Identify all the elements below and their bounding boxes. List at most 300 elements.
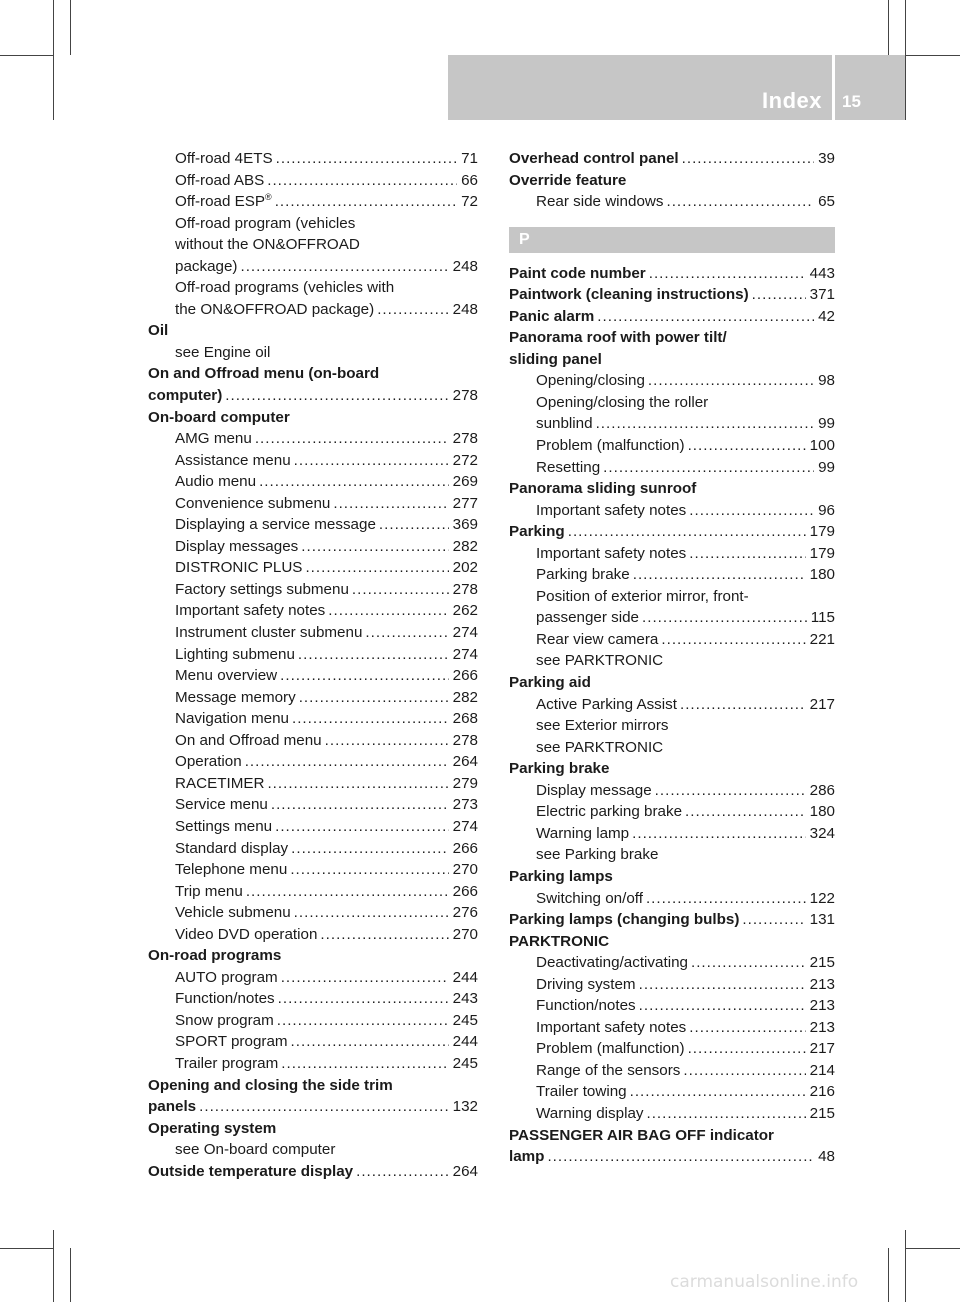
entry-text: Message memory — [175, 688, 296, 706]
index-subentry — [509, 500, 835, 522]
entry-text: the ON&OFFROAD package) — [175, 300, 375, 318]
crop-mark — [905, 55, 960, 56]
index-entry — [509, 148, 835, 170]
page-title: Index — [762, 88, 822, 113]
index-subentry — [509, 694, 835, 716]
dot-leader — [246, 881, 449, 903]
entry-text: Important safety notes — [536, 544, 687, 562]
page-ref: 179 — [809, 523, 835, 541]
index-entry — [509, 327, 835, 349]
entry-text: Trailer towing — [536, 1083, 627, 1101]
entry-text: On and Offroad menu — [175, 731, 322, 749]
index-subentry — [509, 1103, 835, 1125]
dot-leader — [742, 909, 805, 931]
index-entry — [509, 284, 835, 306]
index-subentry — [148, 687, 478, 709]
entry-text: PARKTRONIC — [509, 932, 610, 950]
page-ref: 213 — [809, 997, 835, 1015]
header-separator — [832, 55, 835, 120]
entry-text: Standard display — [175, 839, 289, 857]
dot-leader — [305, 557, 448, 579]
dot-leader — [596, 413, 815, 435]
entry-text: Position of exterior mirror, front- — [536, 587, 749, 605]
index-subentry — [148, 514, 478, 536]
crop-mark — [53, 1230, 54, 1302]
index-subentry — [148, 902, 478, 924]
index-subentry — [148, 148, 478, 170]
entry-text: Vehicle submenu — [175, 904, 291, 922]
page-ref: 443 — [809, 264, 835, 282]
dot-leader — [356, 1161, 449, 1183]
page-ref: 278 — [452, 387, 478, 405]
entry-text: Lighting submenu — [175, 645, 295, 663]
entry-text: see PARKTRONIC — [536, 652, 664, 670]
entry-text: Rear view camera — [536, 630, 659, 648]
entry-text: Trailer program — [175, 1054, 279, 1072]
entry-text: Factory settings submenu — [175, 580, 349, 598]
page-ref: 215 — [809, 1104, 835, 1122]
dot-leader — [333, 493, 448, 515]
dot-leader — [301, 536, 448, 558]
index-subentry — [148, 493, 478, 515]
index-entry — [148, 1075, 478, 1097]
entry-text: Assistance menu — [175, 451, 291, 469]
dot-leader — [291, 1031, 449, 1053]
page-ref: 217 — [809, 695, 835, 713]
index-entry — [509, 1125, 835, 1147]
entry-text: without the ON&OFFROAD — [175, 236, 360, 254]
page-ref: 286 — [809, 781, 835, 799]
entry-text: Displaying a service message — [175, 516, 376, 534]
entry-text: Paintwork (cleaning instructions) — [509, 286, 749, 304]
dot-leader — [689, 500, 814, 522]
entry-text: Operation — [175, 753, 242, 771]
index-subentry — [509, 435, 835, 457]
page-ref: 217 — [809, 1040, 835, 1058]
entry-text: Opening/closing the roller — [536, 393, 709, 411]
dot-leader — [682, 148, 814, 170]
watermark: carmanualsonline.info — [670, 1272, 859, 1292]
page-ref: 221 — [809, 630, 835, 648]
page-ref: 279 — [452, 774, 478, 792]
index-subentry — [148, 644, 478, 666]
entry-text: AUTO program — [175, 968, 278, 986]
dot-leader — [255, 428, 449, 450]
page-ref: 215 — [809, 954, 835, 972]
index-subentry — [509, 801, 835, 823]
dot-leader — [630, 1081, 806, 1103]
entry-text: Display messages — [175, 537, 299, 555]
page-ref: 179 — [809, 544, 835, 562]
page-ref: 100 — [809, 437, 835, 455]
page-number: 15 — [842, 92, 861, 111]
dot-leader — [685, 801, 806, 823]
index-subentry — [148, 1053, 478, 1075]
entry-text: Problem (malfunction) — [536, 1040, 685, 1058]
dot-leader — [689, 543, 805, 565]
index-subentry — [509, 586, 835, 608]
entry-text: sunblind — [536, 415, 593, 433]
page-ref: 202 — [452, 559, 478, 577]
page-ref: 213 — [809, 1018, 835, 1036]
dot-leader — [689, 1017, 805, 1039]
entry-text: Snow program — [175, 1011, 274, 1029]
entry-text: Operating system — [148, 1119, 277, 1137]
dot-leader — [298, 644, 449, 666]
dot-leader — [294, 450, 449, 472]
page-ref: 65 — [818, 193, 835, 211]
dot-leader — [245, 751, 449, 773]
page-ref: 71 — [461, 150, 478, 167]
dot-leader — [292, 708, 449, 730]
page-ref: 248 — [452, 257, 478, 275]
index-subentry — [148, 838, 478, 860]
dot-leader — [642, 607, 807, 629]
index-subentry — [509, 995, 835, 1017]
entry-text: Electric parking brake — [536, 803, 683, 821]
dot-leader — [655, 780, 806, 802]
index-subentry — [509, 191, 835, 213]
page-ref: 266 — [452, 882, 478, 900]
entry-text: Important safety notes — [536, 501, 687, 519]
dot-leader — [603, 457, 814, 479]
entry-text: AMG menu — [175, 430, 252, 448]
index-subentry — [148, 708, 478, 730]
page-ref: 115 — [810, 609, 835, 627]
page-ref: 270 — [452, 925, 478, 943]
entry-text: PASSENGER AIR BAG OFF indicator — [509, 1126, 774, 1144]
index-subentry — [509, 1017, 835, 1039]
index-subentry — [509, 1060, 835, 1082]
entry-text: Problem (malfunction) — [536, 437, 685, 455]
dot-leader — [275, 191, 457, 213]
index-subentry — [509, 823, 835, 845]
dot-leader — [646, 888, 806, 910]
index-entry — [509, 521, 835, 543]
entry-text: Parking lamps (changing bulbs) — [509, 911, 740, 929]
entry-text: Paint code number — [509, 264, 646, 282]
dot-leader — [666, 191, 814, 213]
entry-text: see Parking brake — [536, 846, 659, 864]
index-entry — [509, 306, 835, 328]
index-subentry — [509, 370, 835, 392]
header-bar — [448, 55, 905, 120]
dot-leader — [278, 988, 449, 1010]
page-ref: 276 — [452, 904, 478, 922]
entry-text: Range of the sensors — [536, 1061, 681, 1079]
page-ref: 96 — [818, 501, 835, 519]
index-subentry — [509, 888, 835, 910]
dot-leader — [365, 622, 448, 644]
entry-text: Active Parking Assist — [536, 695, 677, 713]
dot-leader — [277, 1010, 449, 1032]
entry-text: Function/notes — [536, 997, 636, 1015]
dot-leader — [352, 579, 449, 601]
entry-text: sliding panel — [509, 350, 602, 368]
entry-text: Off-road ABS — [175, 171, 265, 189]
entry-text: see Exterior mirrors — [536, 717, 669, 735]
index-subentry — [509, 1081, 835, 1103]
index-subentry — [148, 557, 478, 579]
entry-text: Display message — [536, 781, 652, 799]
entry-text: Override feature — [509, 171, 627, 189]
crop-mark — [53, 0, 54, 120]
index-subentry — [509, 564, 835, 586]
entry-text: DISTRONIC PLUS — [175, 559, 303, 577]
index-subentry — [509, 737, 835, 759]
index-subentry — [148, 450, 478, 472]
index-column-right — [509, 148, 835, 1168]
page-ref: 278 — [452, 430, 478, 448]
index-subentry — [148, 924, 478, 946]
page-ref: 264 — [452, 753, 478, 771]
index-entry — [509, 1146, 835, 1168]
crop-mark — [905, 1230, 906, 1302]
page-ref: 274 — [452, 624, 478, 642]
entry-text: Panic alarm — [509, 307, 595, 325]
entry-text: Telephone menu — [175, 861, 288, 879]
index-subentry — [148, 428, 478, 450]
page-ref: 282 — [452, 537, 478, 555]
index-entry — [148, 1161, 478, 1183]
dot-leader — [291, 838, 449, 860]
index-entry — [509, 866, 835, 888]
index-subentry — [148, 170, 478, 192]
dot-leader — [661, 629, 805, 651]
index-entry — [509, 931, 835, 953]
page-ref: 266 — [452, 667, 478, 685]
index-entry — [148, 1118, 478, 1140]
dot-leader — [240, 256, 448, 278]
dot-leader — [648, 370, 814, 392]
page-ref: 132 — [452, 1098, 478, 1116]
crop-mark — [0, 55, 54, 56]
index-subentry — [148, 256, 478, 278]
dot-leader — [547, 1146, 814, 1168]
entry-text: package) — [175, 257, 238, 275]
entry-text: Switching on/off — [536, 889, 643, 907]
page-ref: 216 — [809, 1083, 835, 1101]
index-subentry — [148, 730, 478, 752]
index-subentry — [148, 277, 478, 299]
page-ref: 244 — [452, 968, 478, 986]
dot-leader — [299, 687, 449, 709]
index-subentry — [148, 1139, 478, 1161]
index-entry — [148, 945, 478, 967]
entry-text: Panorama sliding sunroof — [509, 480, 697, 498]
entry-text: Off-road program (vehicles — [175, 214, 356, 232]
dot-leader — [688, 1038, 806, 1060]
crop-mark — [888, 0, 889, 55]
page-ref: 245 — [452, 1054, 478, 1072]
entry-text: Video DVD operation — [175, 925, 318, 943]
page-ref: 274 — [452, 817, 478, 835]
entry-text: Function/notes — [175, 990, 275, 1008]
dot-leader — [688, 435, 806, 457]
index-subentry — [509, 629, 835, 651]
index-subentry — [148, 213, 478, 235]
section-letter-band: P — [509, 227, 835, 253]
dot-leader — [267, 773, 448, 795]
page-ref: 248 — [452, 300, 478, 318]
page-ref: 99 — [818, 415, 835, 433]
page-ref: 99 — [818, 458, 835, 476]
dot-leader — [281, 967, 449, 989]
page-ref: 369 — [452, 516, 478, 534]
entry-text: Important safety notes — [536, 1018, 687, 1036]
entry-text: Opening/closing — [536, 372, 645, 390]
page-ref: 98 — [818, 372, 835, 390]
entry-text: passenger side — [536, 609, 640, 627]
entry-text: Parking — [509, 523, 565, 541]
entry-text: Parking aid — [509, 674, 591, 692]
entry-text: Deactivating/activating — [536, 954, 688, 972]
page-ref: 180 — [809, 803, 835, 821]
index-subentry — [509, 952, 835, 974]
entry-text: Panorama roof with power tilt/ — [509, 329, 727, 347]
crop-mark — [888, 1248, 889, 1302]
page-ref: 48 — [818, 1148, 835, 1166]
index-subentry — [148, 579, 478, 601]
page-ref: 278 — [452, 731, 478, 749]
dot-leader — [752, 284, 806, 306]
page-ref: 269 — [452, 473, 478, 491]
page-ref: 371 — [809, 286, 835, 304]
entry-text: Resetting — [536, 458, 601, 476]
index-subentry — [148, 536, 478, 558]
entry-text: Important safety notes — [175, 602, 326, 620]
dot-leader — [199, 1096, 449, 1118]
page-ref: 272 — [452, 451, 478, 469]
entry-text: Outside temperature display — [148, 1162, 354, 1180]
index-entry — [509, 672, 835, 694]
entry-text: Instrument cluster submenu — [175, 624, 363, 642]
entry-text: Overhead control panel — [509, 150, 679, 167]
index-subentry — [509, 607, 835, 629]
dot-leader — [639, 974, 806, 996]
index-subentry — [509, 543, 835, 565]
entry-text: Settings menu — [175, 817, 273, 835]
dot-leader — [639, 995, 806, 1017]
page-ref: 66 — [461, 171, 478, 189]
index-subentry — [148, 299, 478, 321]
index-entry — [148, 1096, 478, 1118]
dot-leader — [267, 170, 457, 192]
dot-leader — [325, 730, 449, 752]
dot-leader — [683, 1060, 805, 1082]
entry-text: Oil — [148, 322, 169, 340]
entry-text: Off-road ESP® — [175, 192, 272, 211]
page-ref: 214 — [809, 1061, 835, 1079]
index-subentry — [148, 600, 478, 622]
entry-text: On-board computer — [148, 408, 290, 426]
index-subentry — [509, 650, 835, 672]
entry-text: Navigation menu — [175, 710, 289, 728]
page-ref: 278 — [452, 580, 478, 598]
dot-leader — [259, 471, 449, 493]
page-ref: 213 — [809, 975, 835, 993]
dot-leader — [225, 385, 448, 407]
page-ref: 72 — [461, 193, 478, 211]
index-subentry — [148, 1010, 478, 1032]
page-ref: 244 — [452, 1033, 478, 1051]
crop-mark — [905, 1248, 960, 1249]
dot-leader — [276, 148, 457, 170]
entry-text: Trip menu — [175, 882, 243, 900]
entry-text: Parking lamps — [509, 867, 613, 885]
index-group-o-continued — [509, 148, 835, 213]
index-entry — [148, 363, 478, 385]
entry-text: Service menu — [175, 796, 268, 814]
dot-leader — [280, 665, 449, 687]
index-subentry — [509, 392, 835, 414]
entry-text: see Engine oil — [175, 343, 271, 361]
entry-text: Audio menu — [175, 473, 257, 491]
index-subentry — [148, 665, 478, 687]
dot-leader — [568, 521, 806, 543]
dot-leader — [649, 263, 806, 285]
page-ref: 324 — [809, 824, 835, 842]
index-subentry — [148, 471, 478, 493]
crop-mark — [70, 0, 71, 55]
page-ref: 262 — [452, 602, 478, 620]
entry-text: Warning display — [536, 1104, 644, 1122]
dot-leader — [646, 1103, 805, 1125]
index-entry — [148, 407, 478, 429]
page-ref: 243 — [452, 990, 478, 1008]
entry-text: Convenience submenu — [175, 494, 331, 512]
entry-text: computer) — [148, 387, 223, 405]
entry-text: Off-road 4ETS — [175, 150, 273, 167]
index-subentry — [509, 780, 835, 802]
index-entry — [509, 170, 835, 192]
dot-leader — [281, 1053, 448, 1075]
page-ref: 131 — [809, 911, 835, 929]
entry-text: On-road programs — [148, 947, 282, 965]
entry-text: panels — [148, 1098, 197, 1116]
index-subentry — [148, 1031, 478, 1053]
entry-text: RACETIMER — [175, 774, 265, 792]
index-subentry — [148, 234, 478, 256]
entry-text: Parking brake — [509, 760, 610, 778]
index-subentry — [148, 622, 478, 644]
index-subentry — [148, 191, 478, 213]
index-entry — [509, 758, 835, 780]
index-subentry — [148, 773, 478, 795]
index-subentry — [148, 967, 478, 989]
dot-leader — [633, 564, 806, 586]
page-ref: 270 — [452, 861, 478, 879]
index-subentry — [148, 881, 478, 903]
index-subentry — [148, 988, 478, 1010]
page-ref: 274 — [452, 645, 478, 663]
dot-leader — [597, 306, 814, 328]
index-column-left — [148, 148, 478, 1182]
page-ref: 180 — [809, 566, 835, 584]
index-subentry — [148, 816, 478, 838]
entry-text: Warning lamp — [536, 824, 630, 842]
index-entry — [509, 349, 835, 371]
entry-text: Driving system — [536, 975, 636, 993]
crop-mark — [0, 1248, 54, 1249]
entry-text: Opening and closing the side trim — [148, 1076, 393, 1094]
dot-leader — [379, 514, 449, 536]
page-ref: 122 — [809, 889, 835, 907]
index-subentry — [148, 342, 478, 364]
entry-text: On and Offroad menu (on-board — [148, 365, 380, 383]
entry-text: Off-road programs (vehicles with — [175, 279, 395, 297]
index-subentry — [509, 844, 835, 866]
